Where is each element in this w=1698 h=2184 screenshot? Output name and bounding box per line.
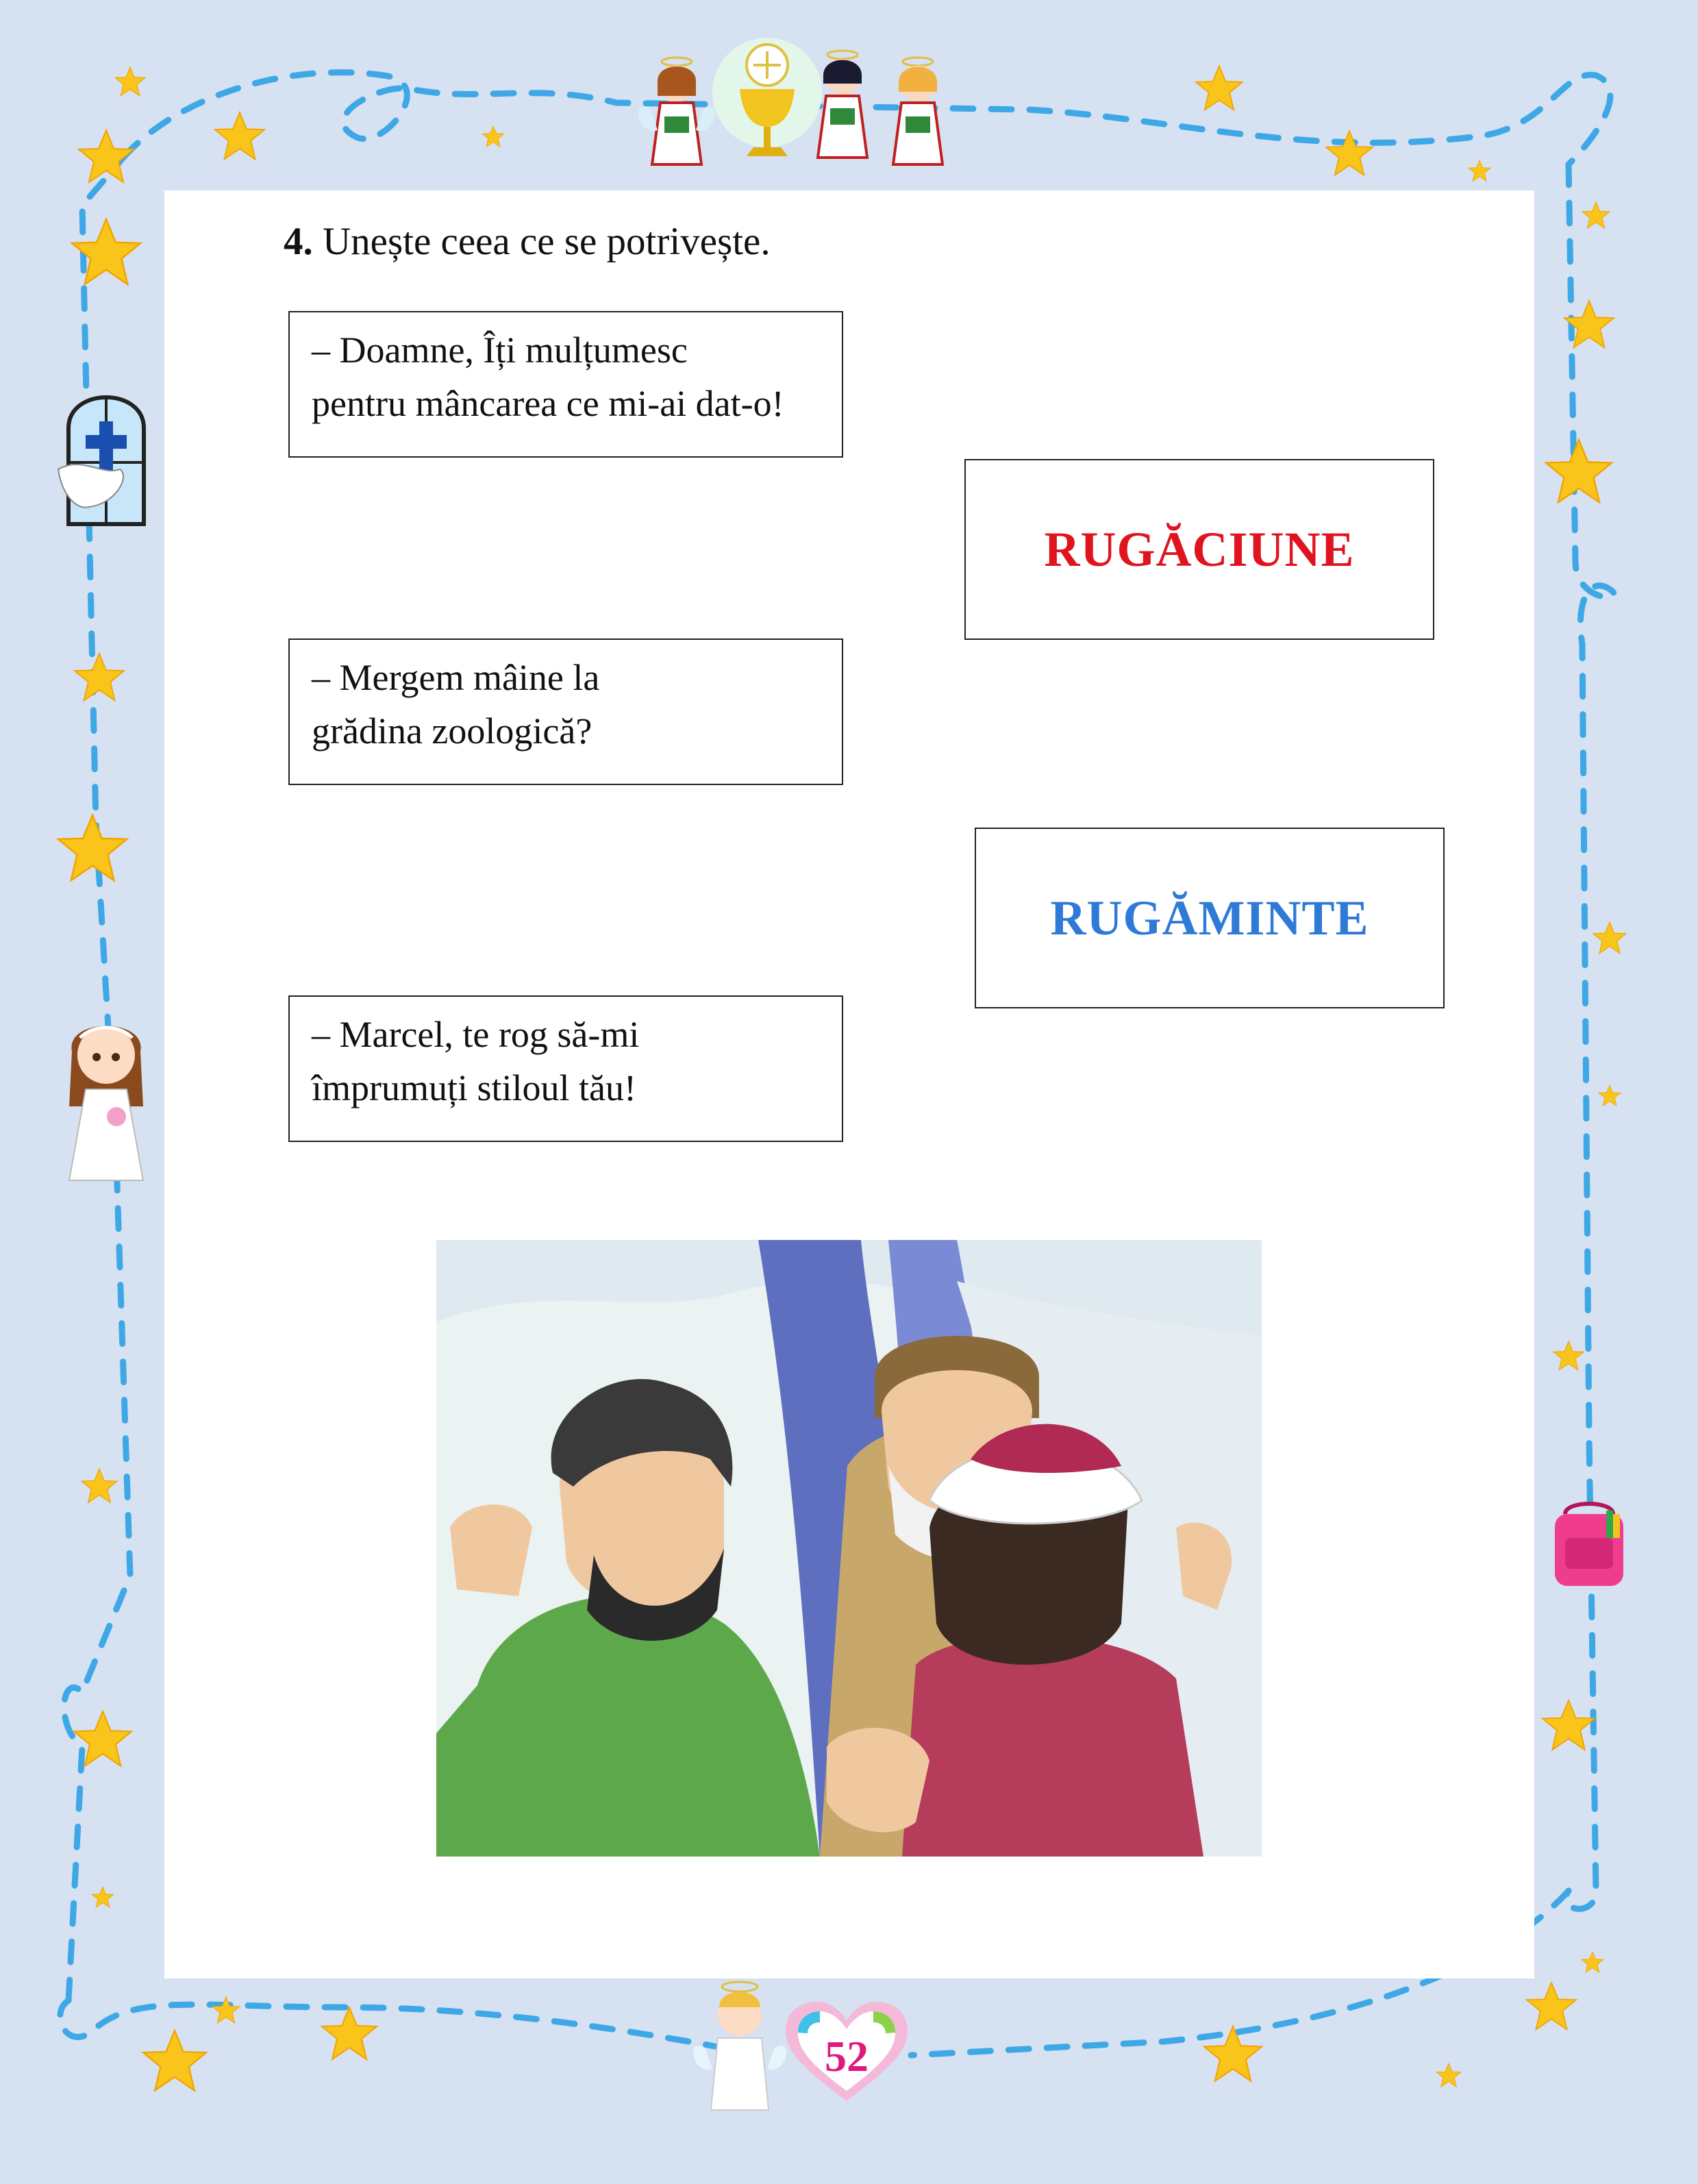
quote-box-request[interactable]: [288, 995, 843, 1142]
angel-icon: [893, 58, 942, 164]
angel-choir-icon: [630, 27, 986, 185]
task-number: 4.: [284, 220, 313, 263]
word-label: RUGĂMINTE: [1050, 890, 1369, 945]
quote-box-thanks[interactable]: [288, 311, 843, 458]
quote-box-question[interactable]: [288, 638, 843, 785]
task-instruction: [284, 219, 771, 264]
word-box-rugaciune[interactable]: [964, 459, 1434, 640]
quote-line: – Marcel, te rog să-mi: [312, 1014, 640, 1055]
quote-line: – Mergem mâine la: [312, 657, 600, 698]
chalice-icon: [712, 38, 822, 156]
quote-line: împrumuți stiloul tău!: [312, 1067, 636, 1108]
church-window-dove-icon: [55, 373, 158, 528]
word-box-rugaminte[interactable]: [975, 828, 1445, 1008]
angel-icon: [638, 58, 715, 164]
prayer-illustration: [436, 1240, 1262, 1857]
quote-line: – Doamne, Îți mulțumesc: [312, 330, 688, 371]
girl-icon: [58, 1004, 154, 1182]
praying-angel-icon: [692, 1973, 788, 2117]
word-label: RUGĂCIUNE: [1044, 521, 1355, 577]
angel-icon: [818, 51, 867, 158]
page-number: 52: [825, 2032, 869, 2081]
backpack-icon: [1545, 1500, 1634, 1593]
task-instruction-text: Unește ceea ce se potrivește.: [323, 220, 771, 263]
quote-line: grădina zoologică?: [312, 710, 592, 752]
quote-line: pentru mâncarea ce mi-ai dat-o!: [312, 383, 784, 424]
